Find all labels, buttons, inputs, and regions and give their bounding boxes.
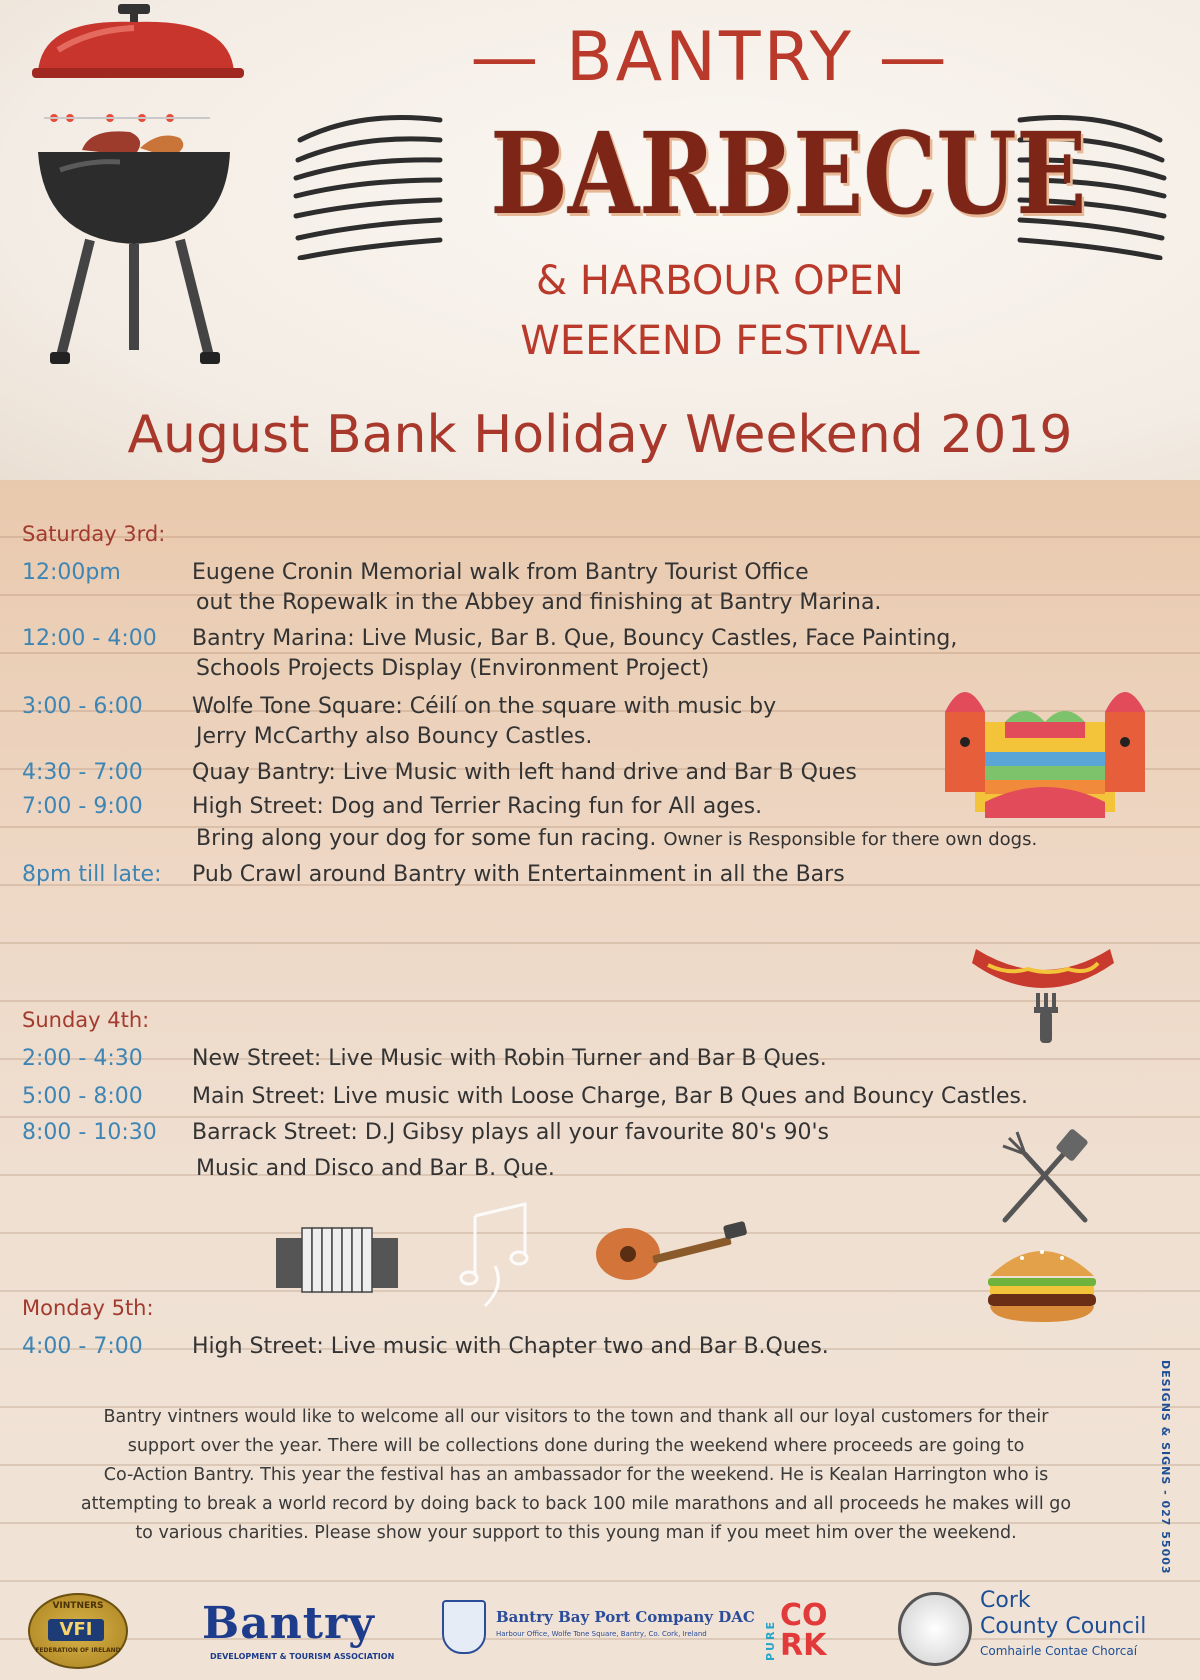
burger-icon (982, 1236, 1102, 1326)
fork-spatula-icon (995, 1128, 1095, 1228)
vfi-logo (28, 1593, 128, 1669)
schedule-time: 4:30 - 7:00 (22, 760, 143, 785)
pure-cork-side (764, 1603, 776, 1661)
bouncy-castle-icon (945, 672, 1145, 822)
schedule-time: 12:00pm (22, 560, 121, 585)
accordion-icon (272, 1218, 402, 1298)
pure-cork-co: CO (780, 1598, 828, 1633)
schedule-description: High Street: Dog and Terrier Racing fun for All ages. (192, 794, 763, 819)
schedule-note: Owner is Responsible for there own dogs. (663, 829, 1038, 850)
day-label-saturday: Saturday 3rd: (22, 522, 166, 546)
port-logo-name: Bantry Bay Port Company DAC (496, 1608, 755, 1626)
council-seal-icon (898, 1592, 972, 1666)
event-subtitle-2: WEEKEND FESTIVAL (520, 318, 920, 364)
vfi-logo-bottom: FEDERATION OF IRELAND (35, 1647, 121, 1654)
schedule-time: 8:00 - 10:30 (22, 1120, 157, 1145)
schedule-description: High Street: Live music with Chapter two and Bar B.Ques. (192, 1334, 829, 1359)
welcome-text: support over the year. There will be collections done during the weekend where proceeds are going to (127, 1436, 1025, 1456)
schedule-time: 2:00 - 4:30 (22, 1046, 143, 1071)
port-company-logo (442, 1600, 755, 1660)
designer-credit-text: DESIGNS & SIGNS - 027 55003 (1159, 1360, 1172, 1575)
schedule-time: 7:00 - 9:00 (22, 794, 143, 819)
schedule-description: Bantry Marina: Live Music, Bar B. Que, Bouncy Castles, Face Painting, (192, 626, 958, 651)
bantry-tourism-logo (202, 1598, 395, 1668)
schedule-description: Eugene Cronin Memorial walk from Bantry Tourist Office (192, 560, 809, 585)
town-title: — BANTRY — (470, 18, 950, 97)
day-label-monday: Monday 5th: (22, 1296, 154, 1320)
speed-lines-icon (290, 100, 450, 260)
crest-icon (442, 1600, 486, 1654)
designer-credit (1150, 1360, 1172, 1620)
schedule-description (196, 826, 1037, 851)
schedule-description: Schools Projects Display (Environment Project) (196, 656, 710, 681)
vfi-logo-top: VINTNERS (52, 1601, 104, 1611)
bantry-logo-tagline: DEVELOPMENT & TOURISM ASSOCIATION (210, 1652, 395, 1661)
event-title: BARBECUE (490, 109, 1087, 240)
schedule-description: Quay Bantry: Live Music with left hand drive and Bar B Ques (192, 760, 857, 785)
council-name-irish: Comhairle Contae Chorcaí (980, 1644, 1138, 1658)
schedule-time: 3:00 - 6:00 (22, 694, 143, 719)
schedule-description: Pub Crawl around Bantry with Entertainment in all the Bars (192, 862, 845, 887)
schedule-description: New Street: Live Music with Robin Turner and Bar B Ques. (192, 1046, 827, 1071)
day-label-sunday: Sunday 4th: (22, 1008, 150, 1032)
schedule-description: Barrack Street: D.J Gibsy plays all your favourite 80's 90's (192, 1120, 830, 1145)
music-notes-icon (455, 1196, 545, 1316)
bantry-logo-name: Bantry (202, 1598, 375, 1649)
welcome-text: to various charities. Please show your support to this young man if you meet him over the weekend. (135, 1523, 1017, 1543)
schedule-description: Jerry McCarthy also Bouncy Castles. (196, 724, 593, 749)
pure-cork-logo (760, 1597, 840, 1667)
welcome-text: Co-Action Bantry. This year the festival has an ambassador for the weekend. He is Kealan Harrington who is (103, 1465, 1049, 1485)
schedule-description-text: Bring along your dog for some fun racing. (196, 826, 657, 851)
port-logo-address: Harbour Office, Wolfe Tone Square, Bantry, Co. Cork, Ireland (496, 1630, 707, 1638)
welcome-text: attempting to break a world record by doing back to back 100 mile marathons and all proceeds he makes will go (80, 1494, 1072, 1514)
welcome-text: Bantry vintners would like to welcome all our visitors to the town and thank all our loyal customers for their (103, 1407, 1049, 1427)
pure-cork-pure: PURE (764, 1620, 777, 1661)
event-subtitle-1: & HARBOUR OPEN (536, 258, 904, 304)
guitar-icon (592, 1210, 752, 1290)
schedule-time: 4:00 - 7:00 (22, 1334, 143, 1359)
schedule-time: 8pm till late: (22, 862, 162, 887)
council-name-1: Cork (980, 1588, 1031, 1613)
schedule-time: 12:00 - 4:00 (22, 626, 157, 651)
pure-cork-rk: RK (780, 1628, 827, 1663)
schedule-description: Main Street: Live music with Loose Charge, Bar B Ques and Bouncy Castles. (192, 1084, 1029, 1109)
schedule-description: Music and Disco and Bar B. Que. (196, 1156, 555, 1181)
barbecue-grill-icon (30, 0, 260, 395)
schedule-description: out the Ropewalk in the Abbey and finishing at Bantry Marina. (196, 590, 882, 615)
vfi-logo-mid: VFI (48, 1619, 104, 1641)
council-name-2: County Council (980, 1614, 1147, 1639)
sausage-fork-icon (968, 935, 1118, 1045)
schedule-description: Wolfe Tone Square: Céilí on the square with music by (192, 694, 777, 719)
schedule-time: 5:00 - 8:00 (22, 1084, 143, 1109)
county-council-logo (898, 1588, 1158, 1668)
event-date: August Bank Holiday Weekend 2019 (127, 405, 1073, 465)
